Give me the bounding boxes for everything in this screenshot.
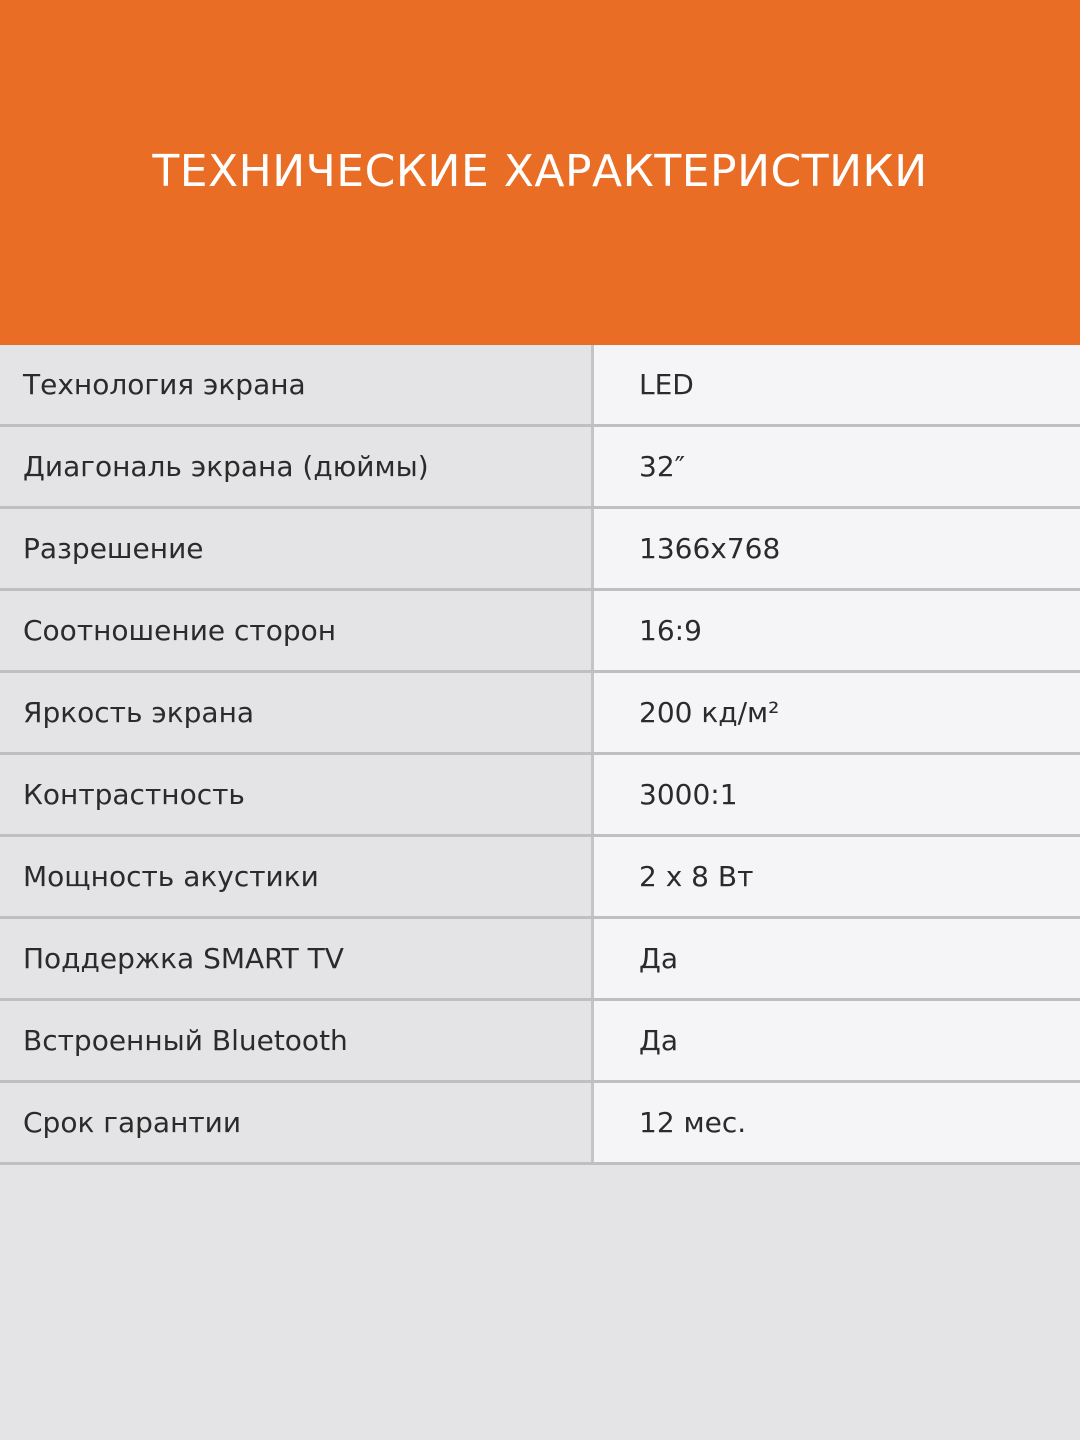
header-banner (0, 0, 1080, 345)
spec-value: 12 мес. (594, 1083, 1080, 1162)
spec-label: Разрешение (0, 509, 594, 588)
spec-value: LED (594, 345, 1080, 424)
spec-label: Диагональ экрана (дюймы) (0, 427, 594, 506)
spec-label: Яркость экрана (0, 673, 594, 752)
spec-row-bluetooth (0, 1001, 1080, 1083)
spec-value: 200 кд/м² (594, 673, 1080, 752)
spec-table (0, 345, 1080, 1165)
spec-label: Срок гарантии (0, 1083, 594, 1162)
spec-label: Соотношение сторон (0, 591, 594, 670)
spec-value: 16:9 (594, 591, 1080, 670)
spec-row-aspect-ratio (0, 591, 1080, 673)
page-footer-area (0, 1165, 1080, 1440)
spec-row-brightness (0, 673, 1080, 755)
spec-label: Встроенный Bluetooth (0, 1001, 594, 1080)
spec-value: Да (594, 1001, 1080, 1080)
spec-row-screen-diagonal (0, 427, 1080, 509)
spec-row-smart-tv (0, 919, 1080, 1001)
spec-row-contrast (0, 755, 1080, 837)
spec-row-resolution (0, 509, 1080, 591)
spec-value: 32″ (594, 427, 1080, 506)
page-title: ТЕХНИЧЕСКИЕ ХАРАКТЕРИСТИКИ (152, 146, 928, 197)
spec-value: 2 x 8 Вт (594, 837, 1080, 916)
spec-label: Контрастность (0, 755, 594, 834)
spec-label: Поддержка SMART TV (0, 919, 594, 998)
spec-row-screen-technology (0, 345, 1080, 427)
spec-row-audio-power (0, 837, 1080, 919)
spec-label: Технология экрана (0, 345, 594, 424)
spec-label: Мощность акустики (0, 837, 594, 916)
spec-row-warranty (0, 1083, 1080, 1165)
spec-value: 3000:1 (594, 755, 1080, 834)
spec-value: 1366x768 (594, 509, 1080, 588)
spec-value: Да (594, 919, 1080, 998)
